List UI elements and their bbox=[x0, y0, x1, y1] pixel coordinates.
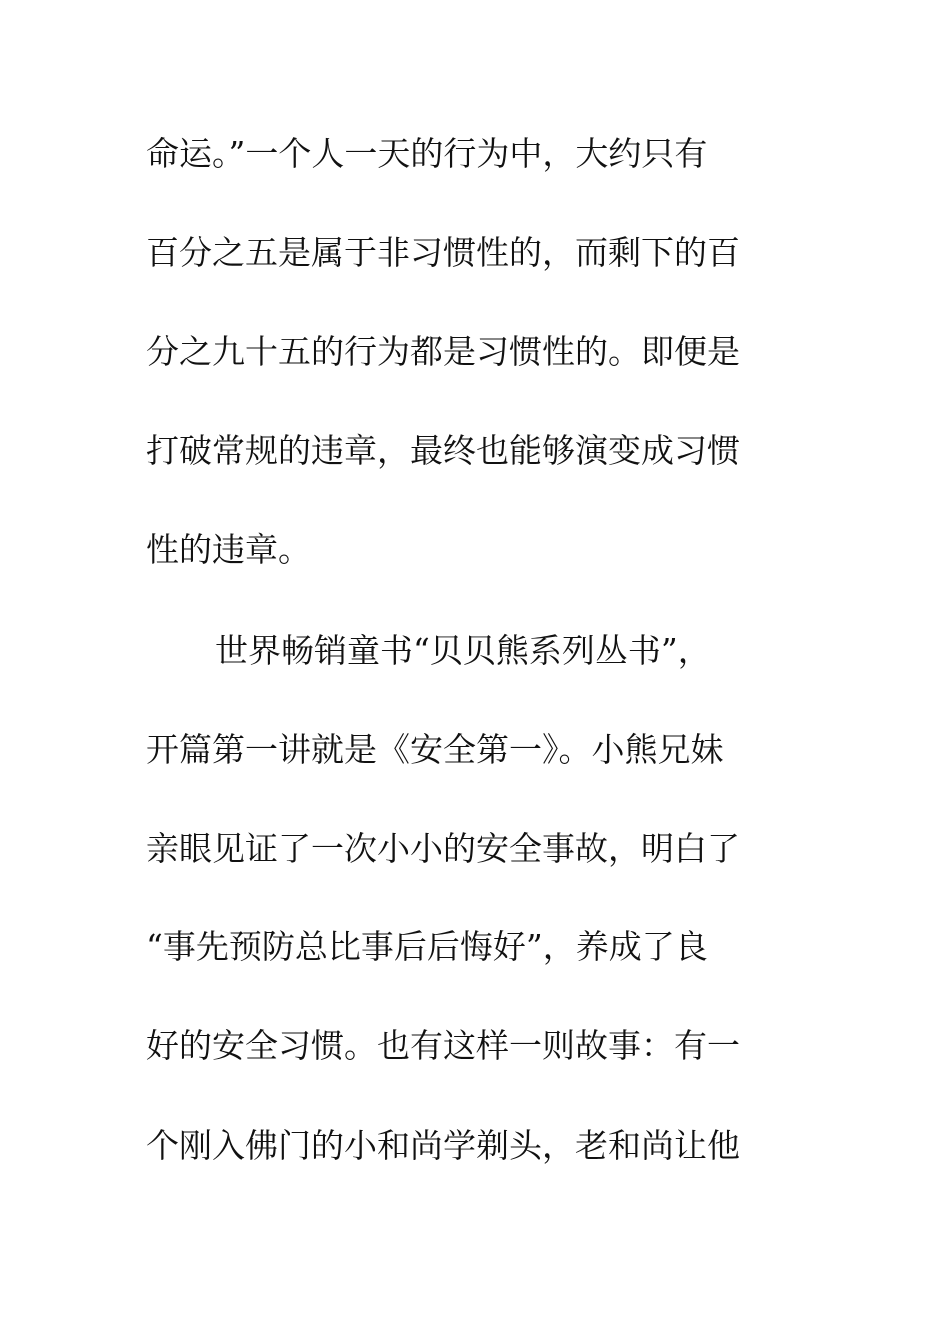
text-line: 分之九十五的行为都是习惯性的。即便是 bbox=[146, 332, 740, 371]
paragraph-first-line: 世界畅销童书“贝贝熊系列丛书”， bbox=[215, 631, 711, 670]
text-line: 好的安全习惯。也有这样一则故事：有一 bbox=[146, 1026, 740, 1065]
text-line: 个刚入佛门的小和尚学剃头，老和尚让他 bbox=[146, 1126, 740, 1165]
text-line: “事先预防总比事后后悔好”，养成了良 bbox=[146, 927, 708, 966]
text-line: 命运。”一个人一天的行为中，大约只有 bbox=[146, 134, 708, 173]
text-line: 性的违章。 bbox=[146, 530, 311, 569]
text-line: 开篇第一讲就是《安全第一》。小熊兄妹 bbox=[146, 730, 724, 769]
text-line: 百分之五是属于非习惯性的，而剩下的百 bbox=[146, 233, 740, 272]
text-line: 亲眼见证了一次小小的安全事故，明白了 bbox=[146, 829, 740, 868]
text-line: 打破常规的违章，最终也能够演变成习惯 bbox=[146, 431, 740, 470]
